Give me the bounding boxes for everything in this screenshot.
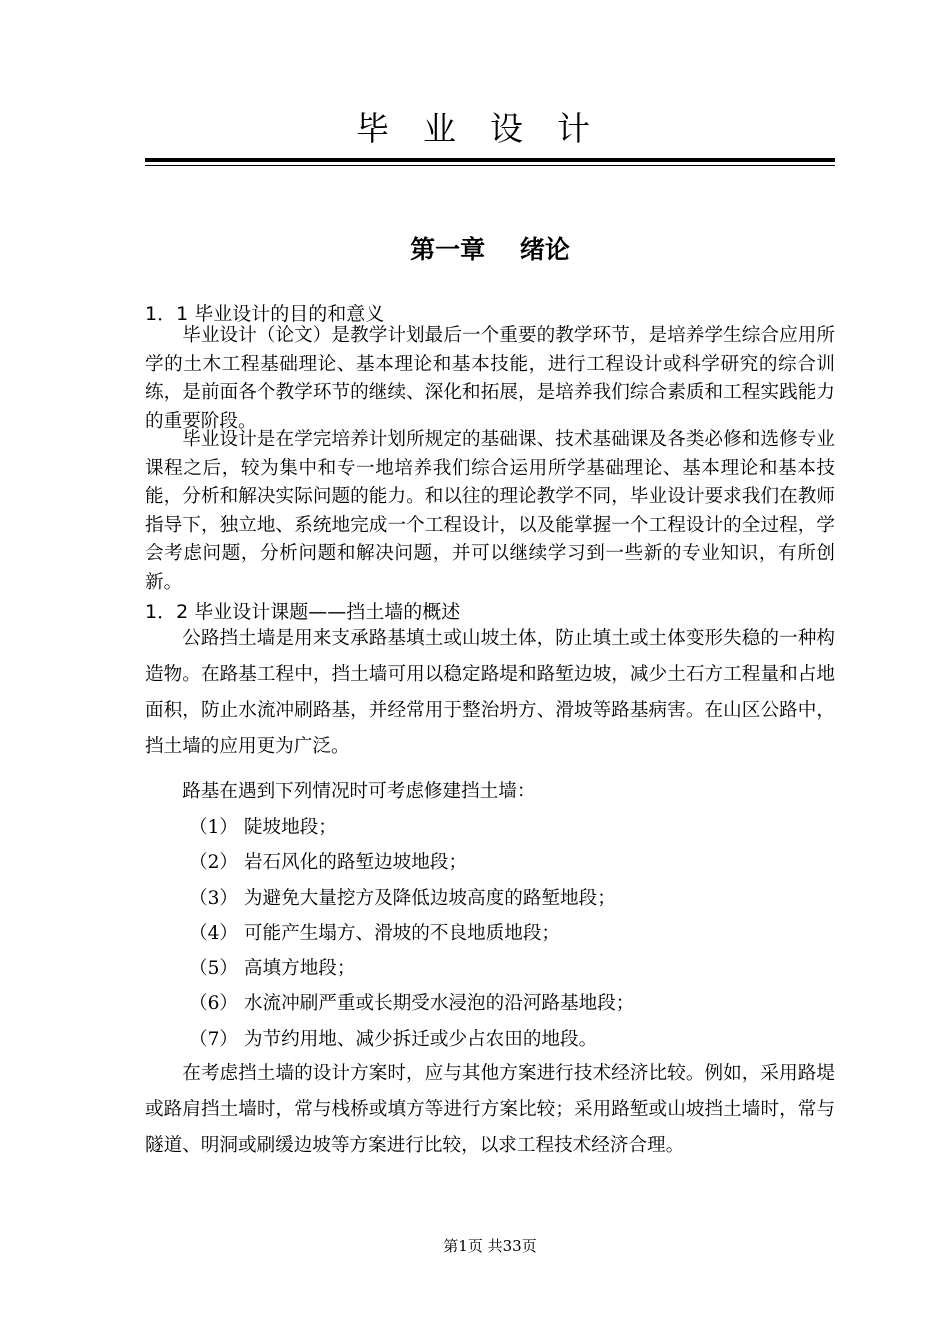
list-item: （5） 高填方地段； bbox=[189, 958, 356, 980]
list-item: （3） 为避免大量挖方及降低边坡高度的路堑地段； bbox=[189, 887, 616, 909]
page-number: 第1页 共33页 bbox=[443, 1237, 537, 1255]
paragraph: 在考虑挡土墙的设计方案时，应与其他方案进行技术经济比较。例如，采用路堤或路肩挡土墙时，常与栈桥或填方等进行方案比较；采用路堑或山坡挡土墙时，常与隧道、明洞或刷缓边坡等方案进行比较，以求工程技术经济合理。 bbox=[145, 1063, 835, 1156]
list-item: （2） 岩石风化的路堑边坡地段； bbox=[189, 852, 468, 874]
paragraph: 毕业设计（论文）是教学计划最后一个重要的教学环节，是培养学生综合应用所学的土木工程基础理论、基本理论和基本技能，进行工程设计或科学研究的综合训练，是前面各个教学环节的继续、深化和拓展，是培养我们综合素质和工程实践能力的重要阶段。 bbox=[145, 325, 835, 432]
list-item: （6） 水流冲刷严重或长期受水浸泡的沿河路基地段； bbox=[189, 993, 635, 1015]
list-item: （7） 为节约用地、减少拆迁或少占农田的地段。 bbox=[189, 1028, 598, 1050]
list-item: （4） 可能产生塌方、滑坡的不良地质地段； bbox=[189, 922, 561, 944]
header-rule-thick bbox=[145, 158, 835, 162]
chapter-title: 第一章 绪论 bbox=[410, 235, 570, 264]
section-heading-1-2: 1．2 毕业设计课题——挡土墙的概述 bbox=[145, 601, 461, 623]
paragraph: 毕业设计是在学完培养计划所规定的基础课、技术基础课及各类必修和选修专业课程之后，较为集中和专一地培养我们综合运用所学基础理论、基本理论和基本技能，分析和解决实际问题的能力。和以往的理论教学不同，毕业设计要求我们在教师指导下，独立地、系统地完成一个工程设计，以及能掌握一个工程设计的全过程，学会考虑问题，分析问题和解决问题，并可以继续学习到一些新的专业知识，有所创新。 bbox=[145, 429, 835, 593]
paragraph: 公路挡土墙是用来支承路基填土或山坡土体，防止填土或土体变形失稳的一种构造物。在路基工程中，挡土墙可用以稳定路堤和路堑边坡，减少土石方工程量和占地面积，防止水流冲刷路基，并经常用于整治坍方、滑坡等路基病害。在山区公路中，挡土墙的应用更为广泛。 bbox=[145, 628, 835, 757]
paragraph: 路基在遇到下列情况时可考虑修建挡土墙： bbox=[182, 781, 536, 802]
header-rule-thin bbox=[145, 165, 835, 166]
section-heading-1-1: 1．1 毕业设计的目的和意义 bbox=[145, 303, 385, 325]
list-item: （1） 陡坡地段； bbox=[189, 817, 337, 838]
condition-list bbox=[189, 810, 634, 1057]
header-title: 毕业设计 bbox=[356, 109, 624, 148]
